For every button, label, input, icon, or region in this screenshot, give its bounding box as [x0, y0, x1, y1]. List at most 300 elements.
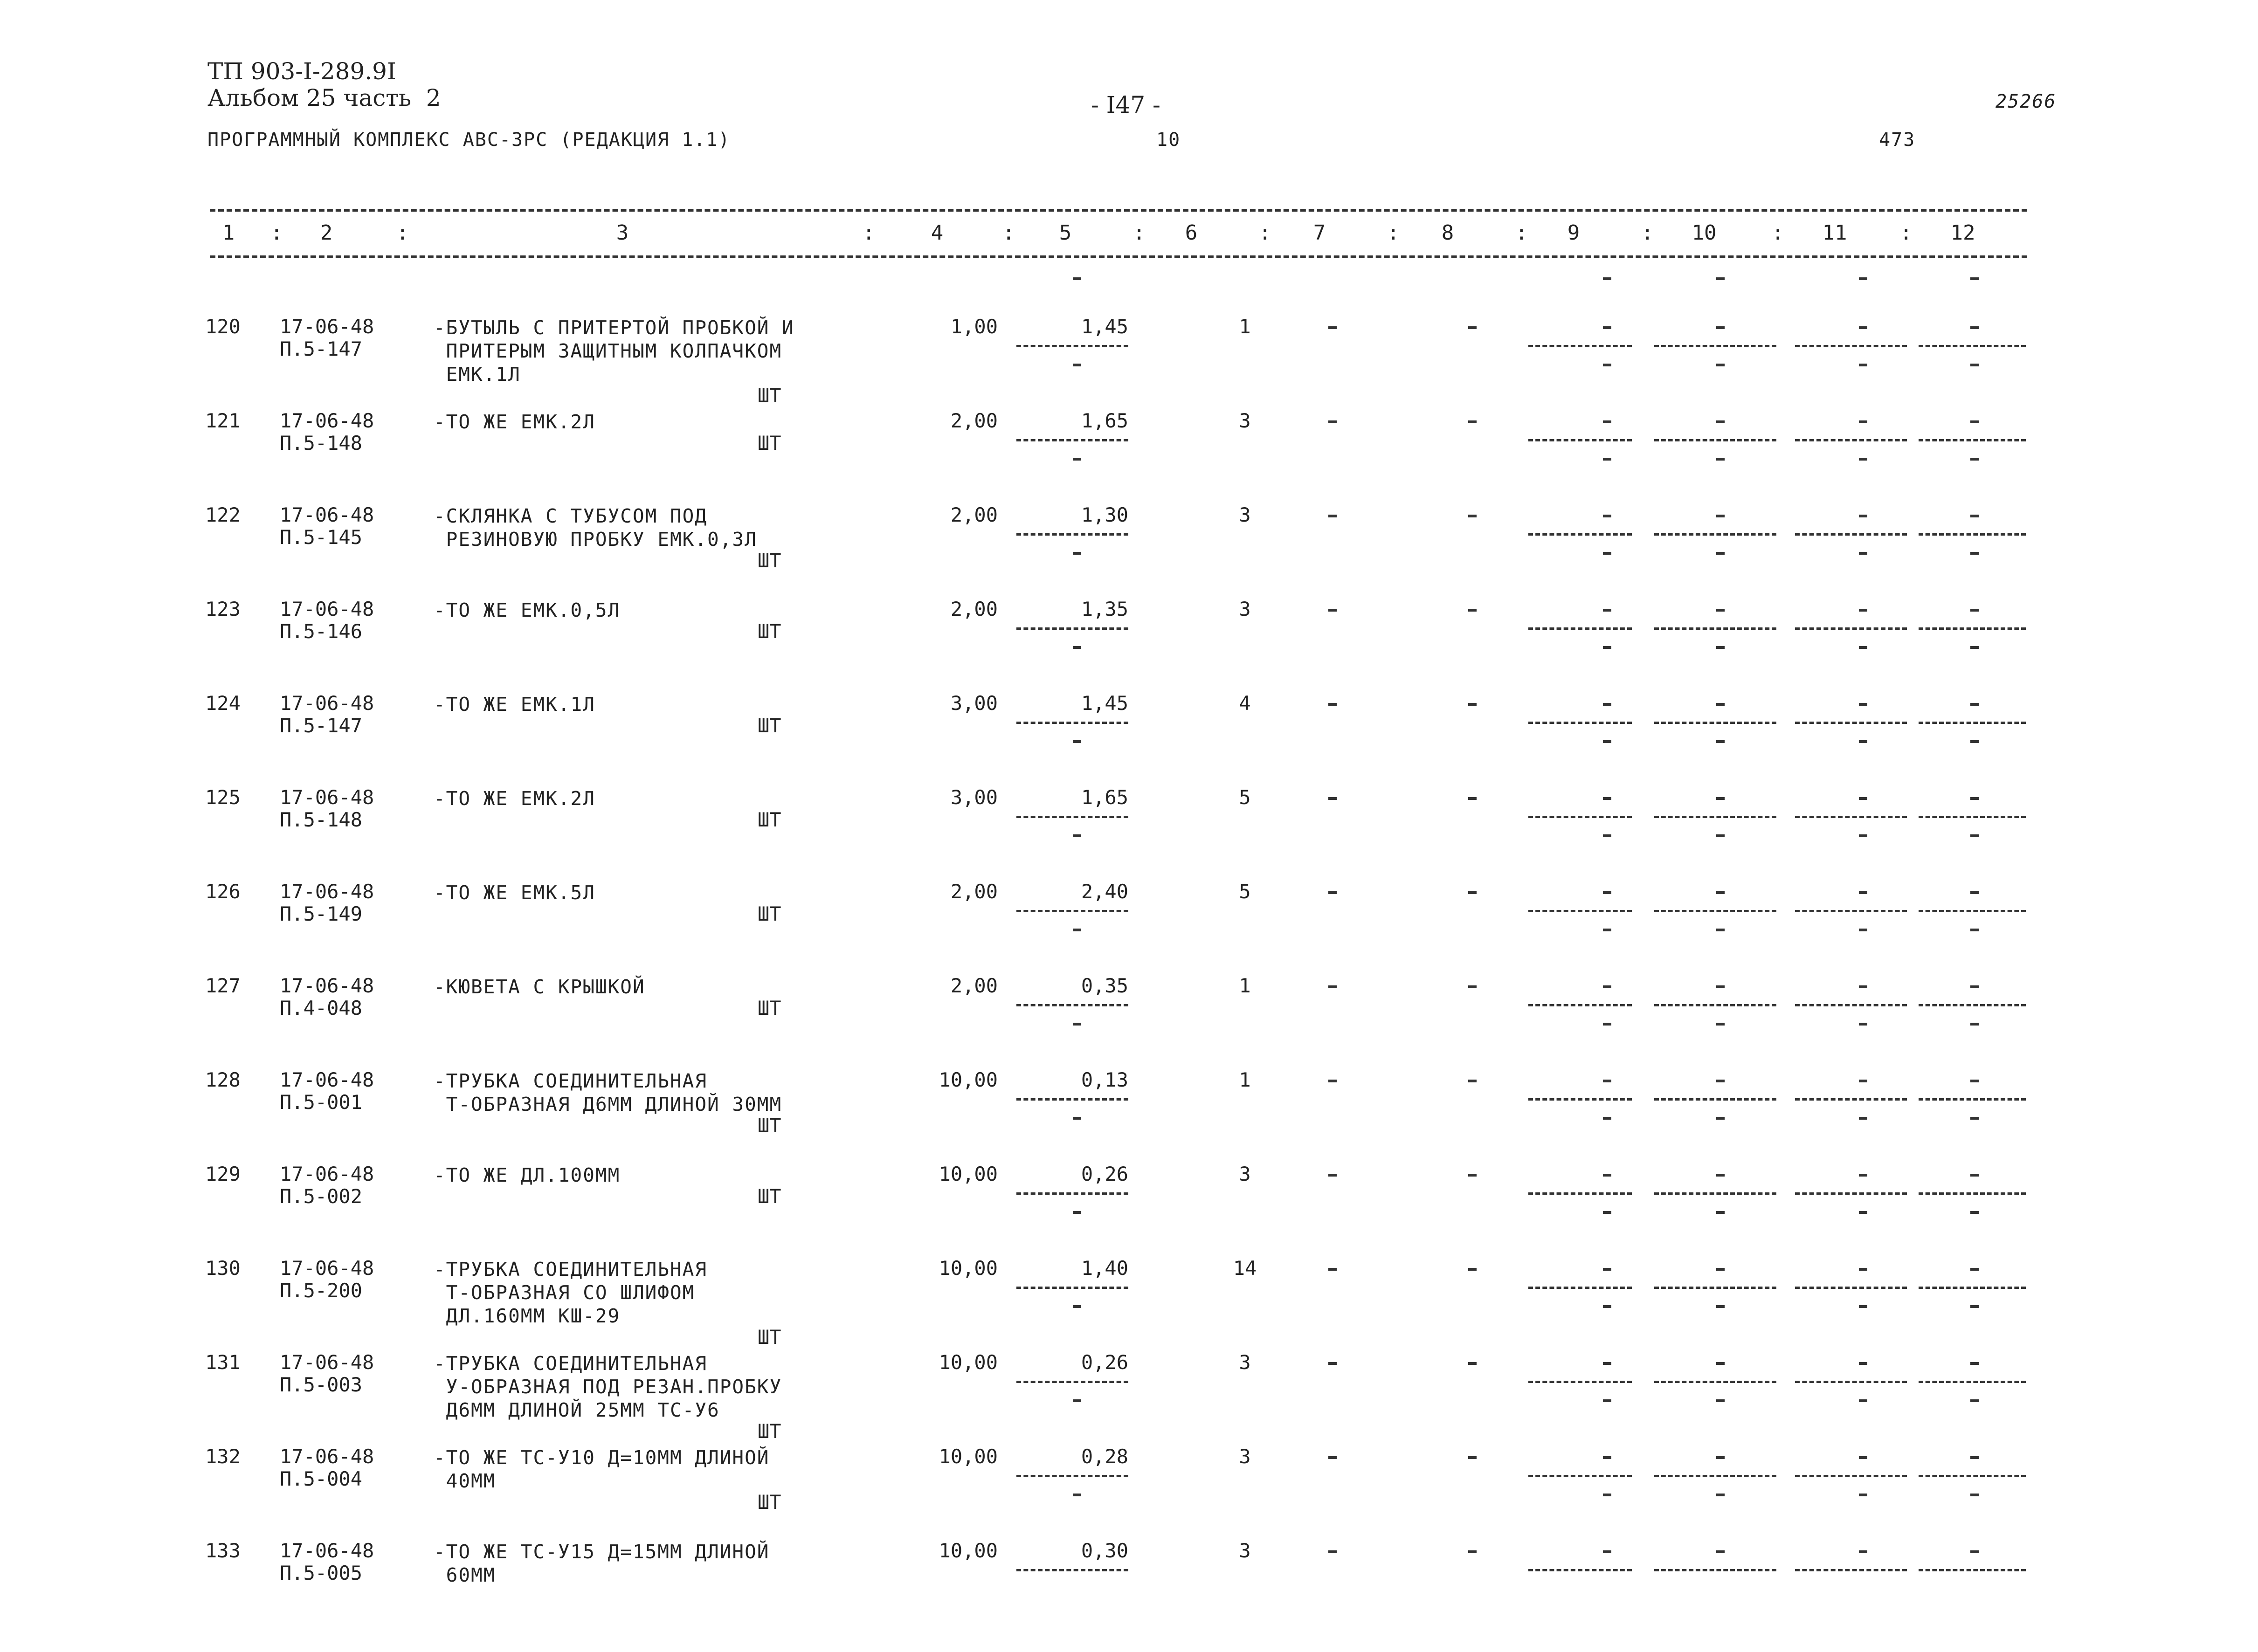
dash-mark — [1468, 703, 1477, 706]
item-description: -ТРУБКА СОЕДИНИТЕЛЬНАЯ — [434, 1352, 708, 1375]
item-description: 60ММ — [434, 1564, 496, 1586]
dash-mark — [1716, 420, 1725, 423]
dash-mark — [1328, 420, 1337, 423]
dash-mark — [1970, 834, 1979, 837]
dash-mark — [1328, 1080, 1337, 1082]
dash-mark — [1328, 1174, 1337, 1177]
row-number: 122 — [205, 503, 241, 526]
unit-label: ШТ — [758, 997, 781, 1019]
norm-reference: П.4-048 — [280, 997, 363, 1019]
column-header-6: 6 — [1185, 221, 1198, 245]
dash-mark — [1468, 1080, 1477, 1082]
resource-code: 17-06-48 — [280, 503, 374, 526]
table-top-rule — [210, 209, 2027, 212]
document-number: 25266 — [1996, 91, 2057, 112]
dash-mark — [1970, 1456, 1979, 1459]
column-underline — [1528, 910, 1632, 912]
quantity-value: 2,00 — [950, 974, 998, 997]
dash-mark — [1603, 1268, 1611, 1271]
dash-mark — [1468, 797, 1477, 800]
quantity-value: 2,00 — [950, 598, 998, 620]
column-underline — [1528, 627, 1632, 630]
dash-mark — [1603, 420, 1611, 423]
quantity-value: 10,00 — [939, 1163, 998, 1185]
price-value: 1,65 — [1081, 409, 1128, 432]
dash-mark — [1073, 929, 1081, 931]
dash-mark — [1970, 277, 1979, 280]
column-underline — [1795, 910, 1907, 912]
quantity-value: 2,00 — [950, 503, 998, 526]
dash-mark — [1859, 277, 1867, 280]
price-value: 0,30 — [1081, 1539, 1128, 1562]
count-value: 1 — [1239, 1068, 1251, 1091]
dash-mark — [1859, 797, 1867, 800]
norm-reference: П.5-200 — [280, 1279, 363, 1302]
dash-mark — [1970, 1174, 1979, 1177]
count-value: 5 — [1239, 786, 1251, 809]
dash-mark — [1603, 1117, 1611, 1120]
resource-code: 17-06-48 — [280, 1445, 374, 1468]
row-number: 130 — [205, 1257, 241, 1280]
dash-mark — [1970, 420, 1979, 423]
dash-mark — [1603, 646, 1611, 649]
unit-label: ШТ — [758, 1114, 781, 1137]
column-underline — [1654, 627, 1776, 630]
column-underline — [1919, 627, 2026, 630]
dash-mark — [1073, 1399, 1081, 1402]
price-value: 1,45 — [1081, 692, 1128, 715]
count-value: 3 — [1239, 503, 1251, 526]
dash-mark — [1859, 1117, 1867, 1120]
dash-mark — [1603, 834, 1611, 837]
dash-mark — [1603, 552, 1611, 555]
norm-reference: П.5-001 — [280, 1091, 363, 1114]
dash-mark — [1970, 891, 1979, 894]
dash-mark — [1468, 1362, 1477, 1365]
column-underline — [1795, 1287, 1907, 1289]
dash-mark — [1073, 364, 1081, 366]
column-separator: : — [1641, 221, 1654, 245]
norm-reference: П.5-005 — [280, 1562, 363, 1584]
row-number: 121 — [205, 409, 241, 432]
price-value: 0,26 — [1081, 1163, 1128, 1185]
count-value: 3 — [1239, 598, 1251, 620]
dash-mark — [1716, 1399, 1725, 1402]
dash-mark — [1859, 1305, 1867, 1308]
count-value: 1 — [1239, 974, 1251, 997]
column-separator: : — [1133, 221, 1146, 245]
dash-mark — [1970, 552, 1979, 555]
column-underline — [1919, 1004, 2026, 1006]
dash-mark — [1970, 326, 1979, 329]
dash-mark — [1716, 834, 1725, 837]
column-underline — [1919, 1381, 2026, 1383]
count-value: 3 — [1239, 1539, 1251, 1562]
column-header-3: 3 — [616, 221, 629, 245]
dash-mark — [1859, 326, 1867, 329]
column-underline — [1795, 1098, 1907, 1101]
unit-label: ШТ — [758, 1491, 781, 1514]
dash-mark — [1716, 515, 1725, 517]
dash-mark — [1073, 1494, 1081, 1496]
dash-mark — [1859, 740, 1867, 743]
item-description: -ТО ЖЕ ДЛ.100ММ — [434, 1164, 621, 1186]
column-header-7: 7 — [1313, 221, 1326, 245]
item-description: Т-ОБРАЗНАЯ Д6ММ ДЛИНОЙ 30ММ — [434, 1093, 782, 1115]
column-underline — [1528, 1287, 1632, 1289]
price-value: 1,30 — [1081, 503, 1128, 526]
column-underline — [1528, 533, 1632, 536]
dash-mark — [1468, 985, 1477, 988]
unit-label: ШТ — [758, 620, 781, 643]
dash-mark — [1970, 1080, 1979, 1082]
resource-code: 17-06-48 — [280, 1257, 374, 1280]
price-underline — [1016, 722, 1128, 724]
dash-mark — [1859, 1268, 1867, 1271]
dash-mark — [1716, 703, 1725, 706]
dash-mark — [1716, 364, 1725, 366]
column-underline — [1919, 1192, 2026, 1195]
dash-mark — [1859, 1494, 1867, 1496]
dash-mark — [1603, 797, 1611, 800]
column-underline — [1919, 1098, 2026, 1101]
dash-mark — [1970, 609, 1979, 612]
column-underline — [1528, 1381, 1632, 1383]
dash-mark — [1468, 1456, 1477, 1459]
dash-mark — [1859, 1174, 1867, 1177]
column-underline — [1795, 816, 1907, 818]
price-underline — [1016, 1192, 1128, 1195]
column-underline — [1528, 345, 1632, 347]
column-header-5: 5 — [1059, 221, 1072, 245]
quantity-value: 10,00 — [939, 1068, 998, 1091]
dash-mark — [1603, 515, 1611, 517]
dash-mark — [1468, 326, 1477, 329]
column-underline — [1795, 627, 1907, 630]
count-value: 5 — [1239, 880, 1251, 903]
column-underline — [1795, 1381, 1907, 1383]
quantity-value: 10,00 — [939, 1445, 998, 1468]
dash-mark — [1603, 891, 1611, 894]
row-number: 128 — [205, 1068, 241, 1091]
dash-mark — [1970, 1550, 1979, 1553]
column-underline — [1654, 1475, 1776, 1477]
dash-mark — [1716, 797, 1725, 800]
dash-mark — [1716, 1080, 1725, 1082]
dash-mark — [1328, 1268, 1337, 1271]
dash-mark — [1603, 1399, 1611, 1402]
column-underline — [1919, 533, 2026, 536]
column-header-8: 8 — [1441, 221, 1454, 245]
price-value: 1,45 — [1081, 315, 1128, 338]
resource-code: 17-06-48 — [280, 598, 374, 620]
row-number: 133 — [205, 1539, 241, 1562]
column-underline — [1795, 1004, 1907, 1006]
item-description: РЕЗИНОВУЮ ПРОБКУ ЕМК.0,3Л — [434, 528, 757, 551]
dash-mark — [1859, 1399, 1867, 1402]
dash-mark — [1603, 1305, 1611, 1308]
dash-mark — [1073, 834, 1081, 837]
column-underline — [1528, 439, 1632, 441]
dash-mark — [1328, 703, 1337, 706]
row-number: 126 — [205, 880, 241, 903]
unit-label: ШТ — [758, 1185, 781, 1208]
dash-mark — [1328, 985, 1337, 988]
unit-label: ШТ — [758, 714, 781, 737]
column-separator: : — [1772, 221, 1784, 245]
norm-reference: П.5-004 — [280, 1467, 363, 1490]
column-separator: : — [396, 221, 409, 245]
dash-mark — [1859, 703, 1867, 706]
dash-mark — [1859, 552, 1867, 555]
column-underline — [1654, 1004, 1776, 1006]
dash-mark — [1073, 646, 1081, 649]
dash-mark — [1716, 891, 1725, 894]
dash-mark — [1970, 929, 1979, 931]
unit-label: ШТ — [758, 1326, 781, 1349]
column-header-11: 11 — [1822, 221, 1847, 245]
column-separator: : — [863, 221, 875, 245]
dash-mark — [1859, 609, 1867, 612]
item-description: -ТО ЖЕ ТС-У10 Д=10ММ ДЛИНОЙ — [434, 1446, 770, 1469]
unit-label: ШТ — [758, 384, 781, 407]
sheet-number-473: 473 — [1879, 129, 1916, 151]
column-underline — [1795, 533, 1907, 536]
item-description: -ТО ЖЕ ТС-У15 Д=15ММ ДЛИНОЙ — [434, 1541, 770, 1563]
dash-mark — [1328, 1456, 1337, 1459]
price-value: 1,65 — [1081, 786, 1128, 809]
dash-mark — [1970, 364, 1979, 366]
quantity-value: 2,00 — [950, 409, 998, 432]
column-underline — [1528, 722, 1632, 724]
dash-mark — [1073, 1023, 1081, 1026]
count-value: 3 — [1239, 409, 1251, 432]
count-value: 14 — [1233, 1257, 1257, 1280]
item-description: -ТРУБКА СОЕДИНИТЕЛЬНАЯ — [434, 1258, 708, 1280]
column-underline — [1654, 1192, 1776, 1195]
column-underline — [1919, 722, 2026, 724]
item-description: -ТО ЖЕ ЕМК.0,5Л — [434, 599, 621, 621]
column-underline — [1795, 1475, 1907, 1477]
price-value: 0,28 — [1081, 1445, 1128, 1468]
dash-mark — [1859, 515, 1867, 517]
row-number: 129 — [205, 1163, 241, 1185]
norm-reference: П.5-147 — [280, 714, 363, 737]
item-description: -ТО ЖЕ ЕМК.2Л — [434, 787, 595, 810]
dash-mark — [1859, 420, 1867, 423]
dash-mark — [1328, 797, 1337, 800]
dash-mark — [1603, 326, 1611, 329]
column-underline — [1654, 1098, 1776, 1101]
price-underline — [1016, 1569, 1128, 1571]
column-header-12: 12 — [1950, 221, 1975, 245]
item-description: ДЛ.160ММ КШ-29 — [434, 1305, 621, 1327]
dash-mark — [1859, 364, 1867, 366]
norm-reference: П.5-149 — [280, 902, 363, 925]
column-header-4: 4 — [931, 221, 944, 245]
dash-mark — [1716, 552, 1725, 555]
dash-mark — [1859, 646, 1867, 649]
column-separator: : — [1900, 221, 1913, 245]
count-value: 3 — [1239, 1163, 1251, 1185]
sheet-number-10: 10 — [1156, 129, 1181, 151]
dash-mark — [1603, 985, 1611, 988]
dash-mark — [1468, 1174, 1477, 1177]
dash-mark — [1970, 1023, 1979, 1026]
item-description: ЕМК.1Л — [434, 363, 521, 385]
count-value: 4 — [1239, 692, 1251, 715]
dash-mark — [1859, 1211, 1867, 1214]
row-number: 125 — [205, 786, 241, 809]
row-number: 127 — [205, 974, 241, 997]
dash-mark — [1468, 891, 1477, 894]
row-number: 123 — [205, 598, 241, 620]
dash-mark — [1468, 1268, 1477, 1271]
dash-mark — [1716, 277, 1725, 280]
unit-label: ШТ — [758, 1420, 781, 1443]
quantity-value: 10,00 — [939, 1257, 998, 1280]
quantity-value: 2,00 — [950, 880, 998, 903]
resource-code: 17-06-48 — [280, 786, 374, 809]
dash-mark — [1716, 1494, 1725, 1496]
column-underline — [1654, 439, 1776, 441]
norm-reference: П.5-146 — [280, 620, 363, 643]
item-description: -ТО ЖЕ ЕМК.1Л — [434, 693, 595, 716]
resource-code: 17-06-48 — [280, 1068, 374, 1091]
dash-mark — [1603, 364, 1611, 366]
dash-mark — [1716, 929, 1725, 931]
dash-mark — [1603, 1211, 1611, 1214]
column-underline — [1919, 816, 2026, 818]
quantity-value: 3,00 — [950, 786, 998, 809]
resource-code: 17-06-48 — [280, 1351, 374, 1374]
dash-mark — [1716, 1550, 1725, 1553]
dash-mark — [1716, 1211, 1725, 1214]
dash-mark — [1716, 1174, 1725, 1177]
column-underline — [1528, 1475, 1632, 1477]
norm-reference: П.5-002 — [280, 1185, 363, 1208]
price-value: 0,26 — [1081, 1351, 1128, 1374]
column-underline — [1919, 439, 2026, 441]
dash-mark — [1859, 1362, 1867, 1365]
dash-mark — [1859, 1456, 1867, 1459]
price-underline — [1016, 1098, 1128, 1101]
item-description: -ТО ЖЕ ЕМК.2Л — [434, 411, 595, 433]
dash-mark — [1603, 1494, 1611, 1496]
norm-reference: П.5-003 — [280, 1373, 363, 1396]
dash-mark — [1328, 1550, 1337, 1553]
resource-code: 17-06-48 — [280, 409, 374, 432]
column-underline — [1528, 1192, 1632, 1195]
column-underline — [1654, 722, 1776, 724]
resource-code: 17-06-48 — [280, 974, 374, 997]
page-number: - I47 - — [1091, 91, 1160, 118]
dash-mark — [1970, 740, 1979, 743]
count-value: 3 — [1239, 1351, 1251, 1374]
resource-code: 17-06-48 — [280, 1539, 374, 1562]
dash-mark — [1073, 740, 1081, 743]
norm-reference: П.5-148 — [280, 432, 363, 454]
dash-mark — [1970, 1399, 1979, 1402]
column-header-10: 10 — [1692, 221, 1717, 245]
dash-mark — [1970, 1305, 1979, 1308]
dash-mark — [1468, 1550, 1477, 1553]
dash-mark — [1328, 1362, 1337, 1365]
dash-mark — [1603, 277, 1611, 280]
column-underline — [1795, 1569, 1907, 1571]
dash-mark — [1970, 1494, 1979, 1496]
table-header-rule — [210, 255, 2027, 258]
dash-mark — [1970, 703, 1979, 706]
column-header-9: 9 — [1567, 221, 1580, 245]
unit-label: ШТ — [758, 432, 781, 454]
column-underline — [1919, 1475, 2026, 1477]
column-underline — [1919, 1569, 2026, 1571]
row-number: 132 — [205, 1445, 241, 1468]
dash-mark — [1328, 891, 1337, 894]
item-description: 40ММ — [434, 1470, 496, 1492]
item-description: ПРИТЕРЫМ ЗАЩИТНЫМ КОЛПАЧКОМ — [434, 340, 782, 362]
dash-mark — [1468, 609, 1477, 612]
dash-mark — [1603, 1362, 1611, 1365]
price-underline — [1016, 816, 1128, 818]
price-underline — [1016, 1287, 1128, 1289]
dash-mark — [1468, 515, 1477, 517]
price-underline — [1016, 1475, 1128, 1477]
dash-mark — [1970, 1268, 1979, 1271]
dash-mark — [1603, 458, 1611, 461]
software-title: ПРОГРАММНЫЙ КОМПЛЕКС АВС-3РС (РЕДАКЦИЯ 1.1) — [207, 129, 731, 151]
dash-mark — [1716, 458, 1725, 461]
unit-label: ШТ — [758, 808, 781, 831]
column-underline — [1654, 1287, 1776, 1289]
dash-mark — [1859, 458, 1867, 461]
column-underline — [1654, 345, 1776, 347]
item-description: Д6ММ ДЛИНОЙ 25ММ ТС-У6 — [434, 1399, 720, 1421]
dash-mark — [1859, 891, 1867, 894]
dash-mark — [1970, 1362, 1979, 1365]
column-underline — [1528, 1569, 1632, 1571]
dash-mark — [1859, 985, 1867, 988]
dash-mark — [1716, 1456, 1725, 1459]
price-underline — [1016, 627, 1128, 630]
dash-mark — [1603, 740, 1611, 743]
dash-mark — [1716, 609, 1725, 612]
dash-mark — [1716, 1117, 1725, 1120]
column-separator: : — [1002, 221, 1015, 245]
item-description: -КЮВЕТА С КРЫШКОЙ — [434, 976, 645, 998]
column-underline — [1528, 816, 1632, 818]
dash-mark — [1970, 646, 1979, 649]
column-underline — [1795, 722, 1907, 724]
count-value: 1 — [1239, 315, 1251, 338]
dash-mark — [1970, 1211, 1979, 1214]
dash-mark — [1603, 609, 1611, 612]
column-underline — [1795, 1192, 1907, 1195]
row-number: 120 — [205, 315, 241, 338]
dash-mark — [1970, 515, 1979, 517]
price-underline — [1016, 533, 1128, 536]
dash-mark — [1716, 1362, 1725, 1365]
unit-label: ШТ — [758, 549, 781, 572]
item-description: -ТО ЖЕ ЕМК.5Л — [434, 881, 595, 904]
column-header-2: 2 — [320, 221, 333, 245]
price-value: 0,35 — [1081, 974, 1128, 997]
item-description: -СКЛЯНКА С ТУБУСОМ ПОД — [434, 505, 708, 527]
price-value: 2,40 — [1081, 880, 1128, 903]
column-underline — [1919, 910, 2026, 912]
dash-mark — [1328, 515, 1337, 517]
